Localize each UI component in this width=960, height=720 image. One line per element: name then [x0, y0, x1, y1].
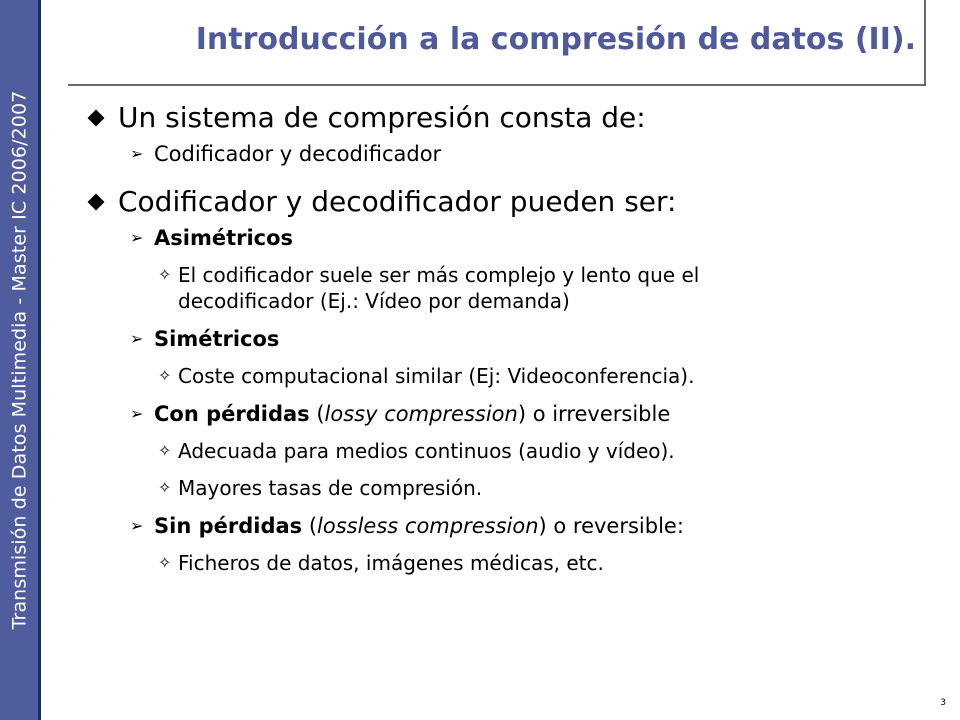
bullet-level3	[158, 550, 920, 576]
bullet-text: El codificador suele ser más complejo y lento que el decodificador (Ej.: Vídeo por demanda)	[178, 263, 700, 313]
bullet-level3	[158, 475, 920, 501]
bullet-text: Simétricos	[154, 327, 280, 351]
arrowhead-bullet-icon: ➢	[130, 144, 144, 163]
bullet-level2	[130, 512, 920, 540]
bullet-rest-part: ) o reversible:	[538, 514, 684, 538]
arrowhead-bullet-icon: ➢	[130, 516, 144, 535]
bullet-text: Codificador y decodificador	[154, 142, 442, 166]
sidebar-caption-text: Transmisión de Datos Multimedia - Master IC 2006/2007	[8, 90, 31, 630]
bullet-level3	[158, 363, 920, 389]
bullet-level2	[130, 140, 920, 168]
four-point-star-bullet-icon: ✧	[158, 265, 172, 284]
diamond-bullet-icon	[88, 194, 105, 211]
four-point-star-bullet-icon: ✧	[158, 553, 172, 572]
bullet-text	[154, 400, 670, 428]
bullet-text: Codificador y decodificador pueden ser:	[118, 185, 677, 218]
arrowhead-bullet-icon: ➢	[130, 228, 144, 247]
bullet-italic-part: lossy compression	[324, 402, 518, 426]
bullet-text: Un sistema de compresión consta de:	[118, 101, 646, 134]
four-point-star-bullet-icon: ✧	[158, 478, 172, 497]
bullet-rest-part: ) o irreversible	[517, 402, 671, 426]
bullet-text: Mayores tasas de compresión.	[178, 476, 483, 500]
slide-title: Introducción a la compresión de datos (II).	[195, 22, 916, 57]
arrowhead-bullet-icon: ➢	[130, 404, 144, 423]
diamond-bullet-icon	[88, 110, 105, 127]
page-number: 3	[940, 698, 946, 708]
bullet-italic-part: lossless compression	[317, 514, 539, 538]
bullet-text: Asimétricos	[154, 226, 294, 250]
bullet-level3	[158, 438, 920, 464]
bullet-level2	[130, 224, 920, 252]
bullet-level2	[130, 400, 920, 428]
bullet-bold-part: Sin pérdidas	[154, 514, 303, 538]
title-frame	[68, 0, 926, 86]
four-point-star-bullet-icon: ✧	[158, 366, 172, 385]
bullet-text: Ficheros de datos, imágenes médicas, etc.	[178, 551, 604, 575]
bullet-text	[154, 512, 684, 540]
bullet-level3	[158, 262, 920, 314]
bullet-text: Adecuada para medios continuos (audio y vídeo).	[178, 439, 675, 463]
bullet-level1	[80, 100, 920, 136]
sidebar-caption	[0, 0, 38, 720]
bullet-bold-part: Con pérdidas	[154, 402, 310, 426]
bullet-paren-open: (	[302, 514, 318, 538]
sidebar-rule	[38, 0, 41, 720]
slide-content	[80, 100, 920, 587]
bullet-text: Coste computacional similar (Ej: Videoconferencia).	[178, 364, 695, 388]
arrowhead-bullet-icon: ➢	[130, 329, 144, 348]
bullet-paren-open: (	[309, 402, 325, 426]
bullet-level1	[80, 184, 920, 220]
four-point-star-bullet-icon: ✧	[158, 441, 172, 460]
bullet-level2	[130, 325, 920, 353]
